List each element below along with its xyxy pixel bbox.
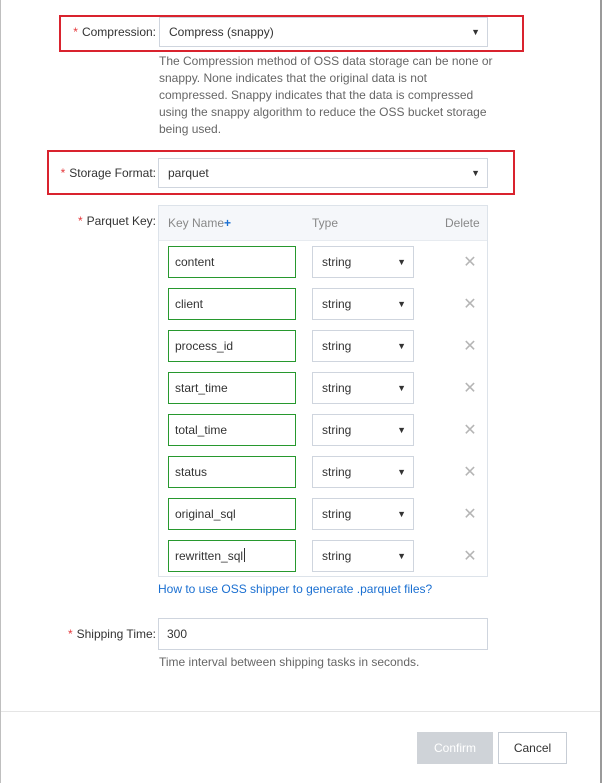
close-icon[interactable]: ✕: [463, 338, 477, 355]
type-select[interactable]: [312, 414, 414, 446]
chevron-down-icon: ▼: [397, 467, 406, 477]
type-value: string: [322, 339, 352, 353]
column-key-name-text: Key Name: [168, 216, 225, 230]
compression-label: [73, 25, 156, 39]
type-value: string: [322, 297, 352, 311]
column-key-name: [168, 206, 231, 240]
type-select[interactable]: [312, 456, 414, 488]
compression-selected-value: Compress (snappy): [169, 25, 274, 39]
required-marker: *: [67, 627, 73, 641]
shipping-time-input[interactable]: 300: [158, 618, 488, 650]
compression-help-line: snappy. None indicates that the original data is not: [159, 71, 427, 85]
required-marker: *: [77, 214, 83, 228]
parquet-key-label: [78, 214, 156, 228]
chevron-down-icon: ▼: [397, 341, 406, 351]
key-name-input[interactable]: content: [168, 246, 296, 278]
close-icon[interactable]: ✕: [463, 506, 477, 523]
close-icon[interactable]: ✕: [463, 548, 477, 565]
close-icon[interactable]: ✕: [463, 296, 477, 313]
chevron-down-icon: ▼: [471, 168, 480, 178]
key-name-input[interactable]: process_id: [168, 330, 296, 362]
type-select[interactable]: [312, 246, 414, 278]
add-key-button[interactable]: +: [224, 216, 232, 230]
key-name-input[interactable]: total_time: [168, 414, 296, 446]
storage-format-label: [61, 166, 156, 180]
cancel-button[interactable]: Cancel: [498, 732, 567, 764]
table-header: [159, 206, 487, 241]
type-select[interactable]: [312, 288, 414, 320]
key-name-input[interactable]: status: [168, 456, 296, 488]
storage-format-selected-value: parquet: [168, 166, 209, 180]
chevron-down-icon: ▼: [397, 383, 406, 393]
type-value: string: [322, 549, 352, 563]
type-value: string: [322, 507, 352, 521]
storage-format-label-text: Storage Format:: [69, 166, 156, 180]
type-value: string: [322, 381, 352, 395]
compression-help-line: being used.: [159, 122, 222, 136]
key-name-value: rewritten_sql: [175, 549, 244, 563]
type-select[interactable]: [312, 540, 414, 572]
compression-select[interactable]: [159, 17, 488, 47]
close-icon[interactable]: ✕: [463, 422, 477, 439]
compression-help-line: using the snappy algorithm to reduce the OSS bucket storage: [159, 105, 487, 119]
key-name-input[interactable]: original_sql: [168, 498, 296, 530]
type-select[interactable]: [312, 372, 414, 404]
chevron-down-icon: ▼: [397, 425, 406, 435]
chevron-down-icon: ▼: [397, 257, 406, 267]
dialog-left-border: [0, 0, 1, 783]
chevron-down-icon: ▼: [471, 27, 480, 37]
column-type: Type: [312, 216, 339, 230]
shipping-time-help: Time interval between shipping tasks in seconds.: [159, 655, 420, 669]
type-value: string: [322, 255, 352, 269]
storage-format-select[interactable]: [158, 158, 488, 188]
parquet-help-link[interactable]: How to use OSS shipper to generate .parquet files?: [158, 582, 433, 596]
parquet-key-label-text: Parquet Key:: [86, 214, 156, 228]
type-select[interactable]: [312, 498, 414, 530]
compression-label-text: Compression:: [81, 25, 156, 39]
confirm-button[interactable]: Confirm: [417, 732, 493, 764]
close-icon[interactable]: ✕: [463, 254, 477, 271]
compression-help: [159, 53, 499, 138]
close-icon[interactable]: ✕: [463, 464, 477, 481]
required-marker: *: [60, 166, 66, 180]
type-value: string: [322, 465, 352, 479]
parquet-key-table: [158, 205, 488, 577]
type-select[interactable]: [312, 330, 414, 362]
column-delete: Delete: [445, 216, 480, 230]
text-cursor: [244, 548, 245, 562]
chevron-down-icon: ▼: [397, 509, 406, 519]
chevron-down-icon: ▼: [397, 299, 406, 309]
close-icon[interactable]: ✕: [463, 380, 477, 397]
chevron-down-icon: ▼: [397, 551, 406, 561]
shipping-time-label-text: Shipping Time:: [76, 627, 156, 641]
key-name-input[interactable]: start_time: [168, 372, 296, 404]
compression-help-line: compressed. Snappy indicates that the data is compressed: [159, 88, 474, 102]
required-marker: *: [73, 25, 78, 39]
type-value: string: [322, 423, 352, 437]
compression-help-line: The Compression method of OSS data storage can be none or: [159, 54, 493, 68]
shipping-time-label: [68, 627, 156, 641]
key-name-input[interactable]: client: [168, 288, 296, 320]
footer-divider: [1, 711, 600, 712]
key-name-input-active[interactable]: [168, 540, 296, 572]
